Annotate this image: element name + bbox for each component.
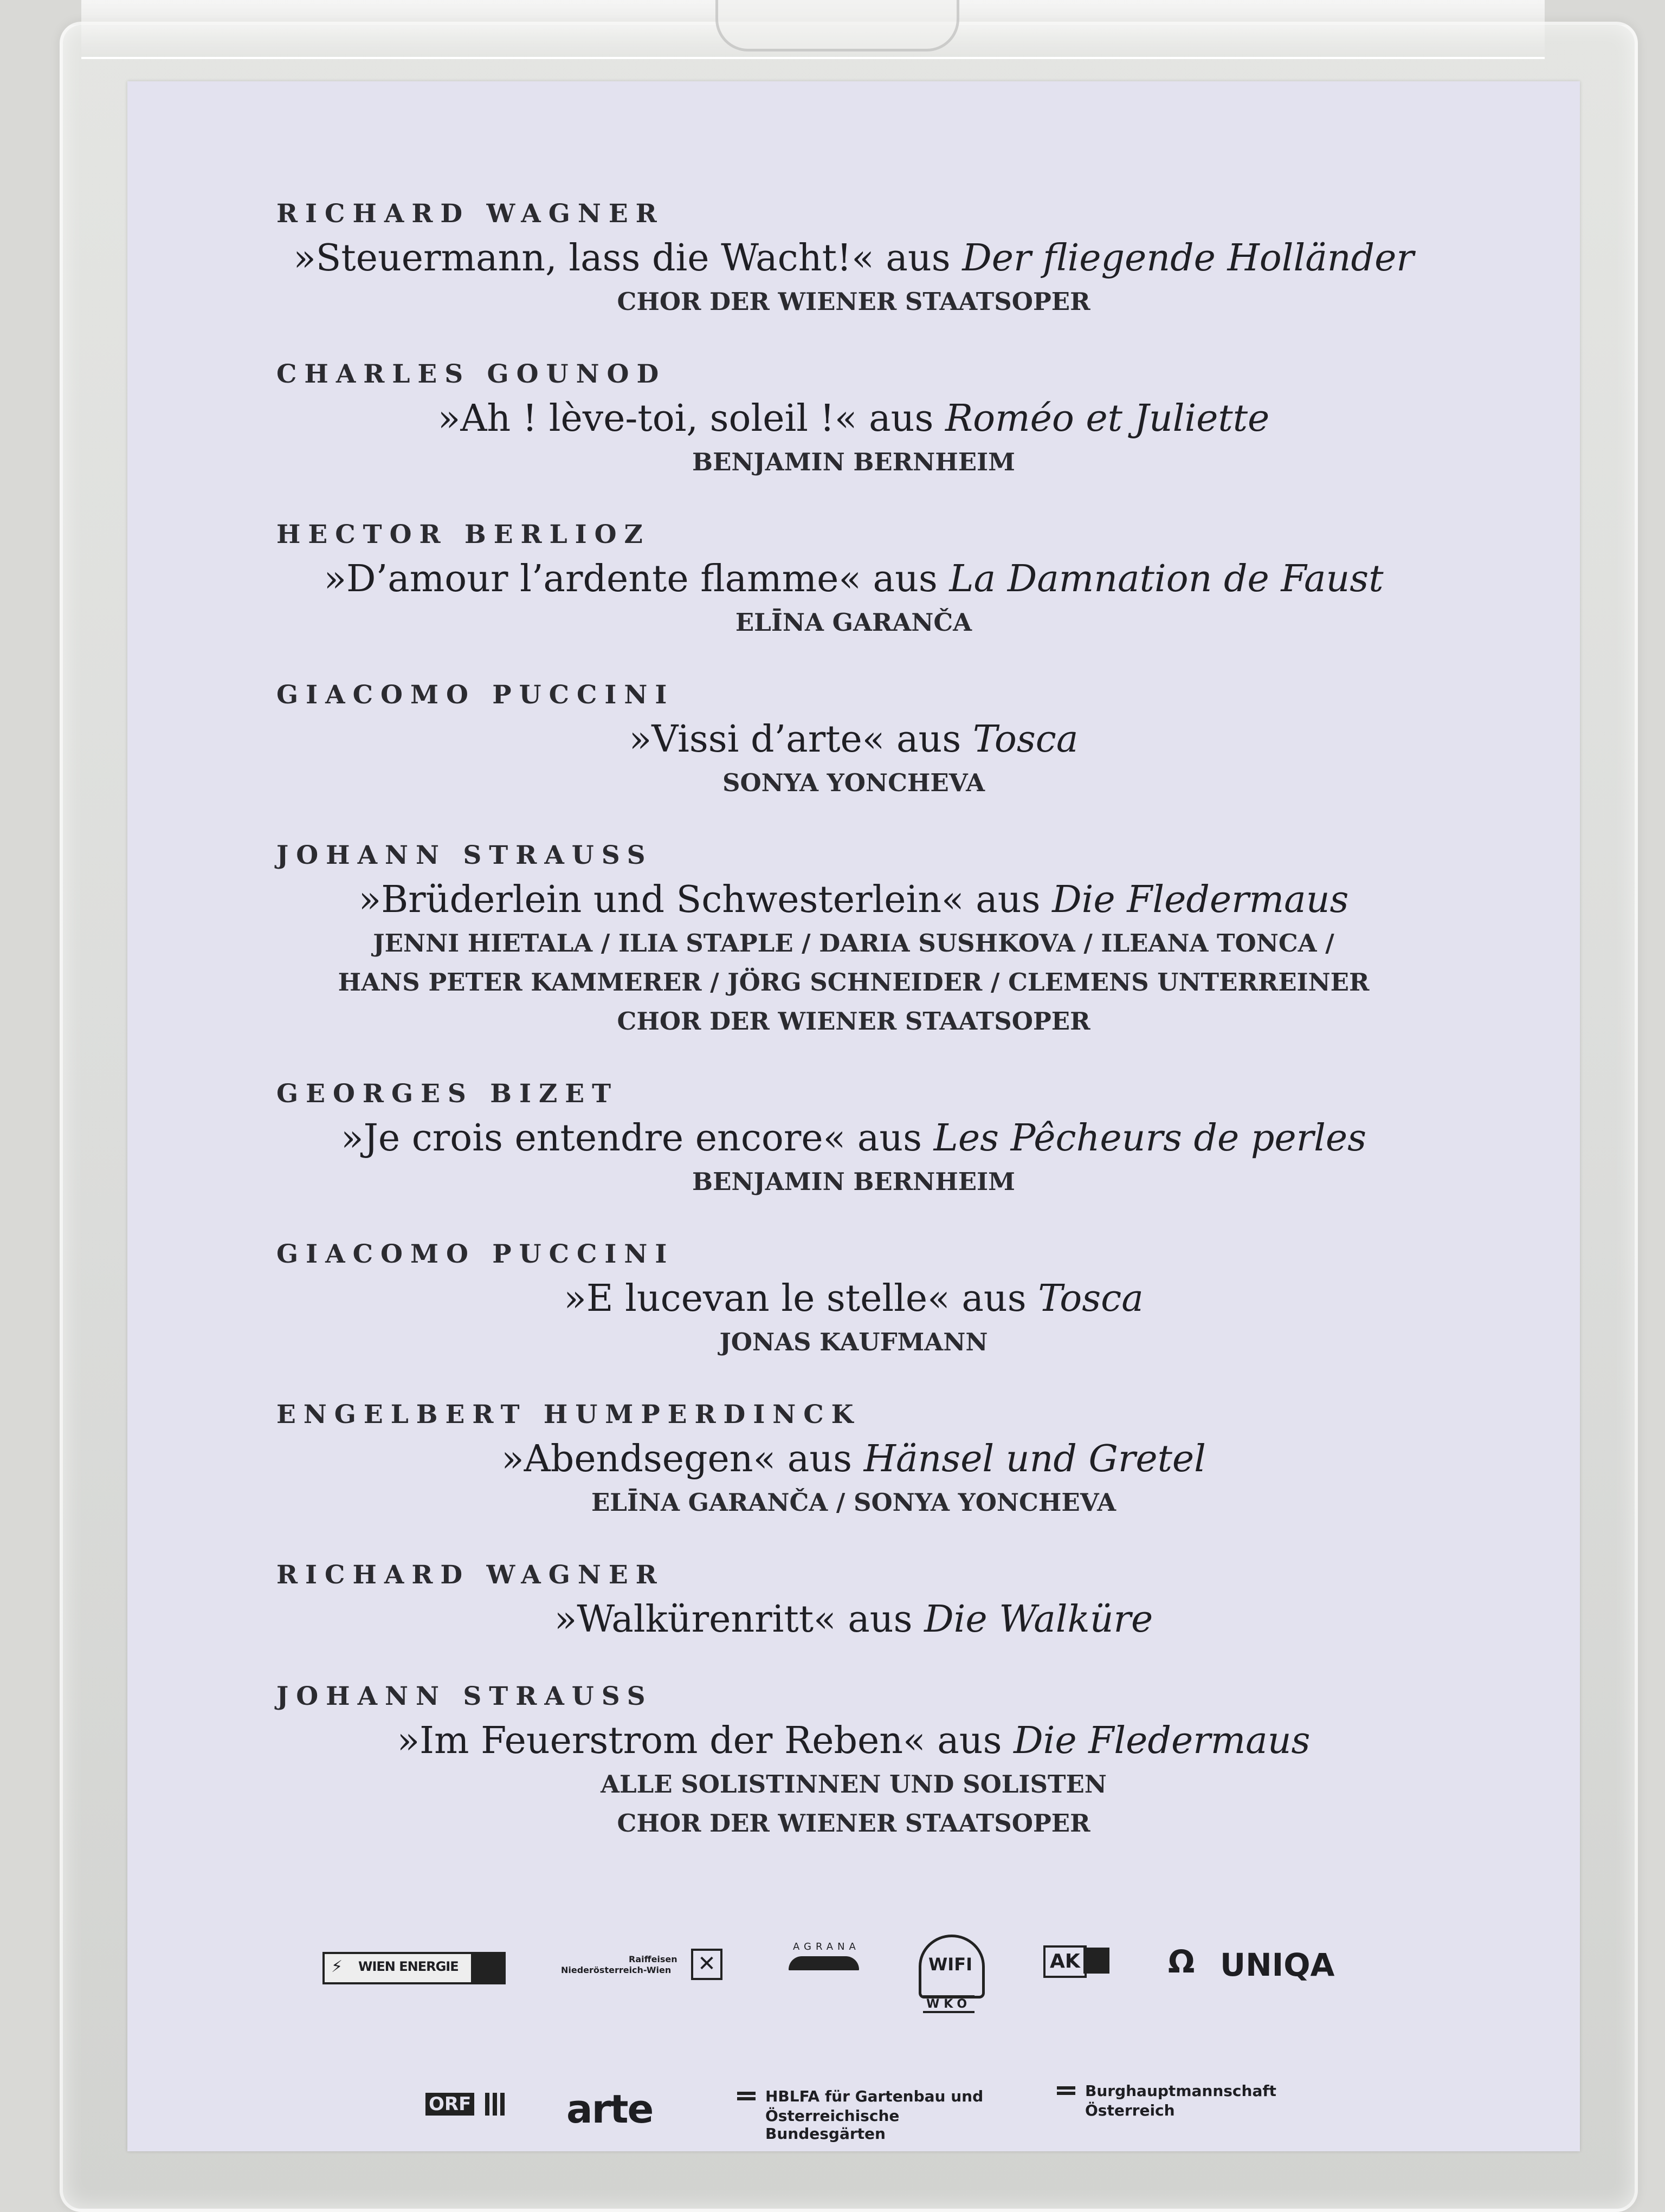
uniqa-logo: Ω UNIQA: [1168, 1943, 1335, 1983]
program-sheet: [127, 81, 1580, 2151]
performer-line: CHOR DER WIENER STAATSOPER: [617, 1007, 1090, 1036]
opera-title: Hänsel und Gretel: [863, 1438, 1206, 1480]
opera-title: Die Walküre: [924, 1598, 1153, 1641]
opera-title: Die Fledermaus: [1014, 1719, 1311, 1762]
aria-title: »Ah ! lève-toi, soleil !« aus: [437, 397, 945, 440]
performer-line: CHOR DER WIENER STAATSOPER: [617, 287, 1090, 316]
sleeve-hanger-notch: [715, 0, 959, 51]
performer-line: SONYA YONCHEVA: [722, 768, 985, 797]
aria-title: »Im Feuerstrom der Reben« aus: [397, 1719, 1014, 1762]
program-item: [127, 358, 1580, 482]
program-item: [127, 1238, 1580, 1362]
orf-logo: ORF: [425, 2093, 512, 2125]
piece-title: [127, 1596, 1580, 1644]
composer-name: JOHANN STRAUSS: [276, 1681, 653, 1711]
arte-logo: arte: [566, 2086, 653, 2132]
program-item: [127, 839, 1580, 1041]
piece-title: [127, 235, 1580, 282]
program-item: [127, 1399, 1580, 1522]
program-item: [127, 198, 1580, 321]
opera-title: Tosca: [972, 718, 1079, 761]
performer-line: JENNI HIETALA / ILIA STAPLE / DARIA SUSHKOVA / ILEANA TONCA /: [373, 929, 1334, 958]
hblfa-logo: HBLFA für Gartenbau und Österreichische Bundesgärten: [737, 2086, 1019, 2130]
program-list: [127, 198, 1580, 1843]
aria-title: »Steuermann, lass die Wacht!« aus: [293, 237, 963, 280]
sponsor-logos-row-2: [127, 2065, 1580, 2143]
composer-name: RICHARD WAGNER: [276, 1560, 664, 1590]
composer-name: ENGELBERT HUMPERDINCK: [276, 1400, 861, 1430]
program-item: [127, 1078, 1580, 1201]
composer-name: CHARLES GOUNOD: [276, 359, 667, 389]
aria-title: »Brüderlein und Schwesterlein« aus: [358, 878, 1053, 921]
opera-title: La Damnation de Faust: [949, 558, 1384, 600]
composer-name: HECTOR BERLIOZ: [276, 520, 650, 549]
piece-title: [127, 1717, 1580, 1765]
opera-title: Der fliegende Holländer: [962, 237, 1414, 280]
burghauptmannschaft-logo: Burghauptmannschaft Österreich: [1057, 2081, 1285, 2124]
wien-energie-logo: ⚡ WIEN ENERGIE: [322, 1952, 506, 1984]
aria-title: »Je crois entendre encore« aus: [340, 1117, 934, 1160]
piece-title: [127, 395, 1580, 443]
performer-line: JONAS KAUFMANN: [719, 1328, 988, 1356]
piece-title: [127, 876, 1580, 924]
performer-line: CHOR DER WIENER STAATSOPER: [617, 1809, 1090, 1838]
wifi-wko-logo: WIFI WKO: [919, 1935, 984, 2016]
opera-title: Les Pêcheurs de perles: [933, 1117, 1367, 1160]
raiffeisen-logo: Raiffeisen Niederösterreich-Wien ✕: [561, 1946, 734, 1984]
program-item: [127, 519, 1580, 642]
program-item: [127, 1680, 1580, 1843]
sponsor-logos-row-1: [127, 1924, 1580, 2011]
piece-title: [127, 1435, 1580, 1483]
agrana-logo: AGRANA: [783, 1940, 864, 1978]
piece-title: [127, 1115, 1580, 1162]
performer-line: BENJAMIN BERNHEIM: [692, 448, 1015, 476]
aria-title: »E lucevan le stelle« aus: [564, 1277, 1038, 1320]
piece-title: [127, 555, 1580, 603]
composer-name: GEORGES BIZET: [276, 1079, 619, 1109]
aria-title: »Abendsegen« aus: [501, 1438, 864, 1480]
ak-logo: AK: [1043, 1945, 1108, 1978]
piece-title: [127, 1275, 1580, 1323]
composer-name: GIACOMO PUCCINI: [276, 1239, 675, 1269]
aria-title: »D’amour l’ardente flamme« aus: [324, 558, 950, 600]
piece-title: [127, 716, 1580, 764]
opera-title: Die Fledermaus: [1052, 878, 1349, 921]
program-item: [127, 1559, 1580, 1644]
performer-line: HANS PETER KAMMERER / JÖRG SCHNEIDER / CLEMENS UNTERREINER: [338, 968, 1370, 997]
program-item: [127, 679, 1580, 803]
performer-line: ALLE SOLISTINNEN UND SOLISTEN: [601, 1770, 1107, 1799]
aria-title: »Walkürenritt« aus: [554, 1598, 925, 1641]
composer-name: RICHARD WAGNER: [276, 199, 664, 229]
performer-line: ELĪNA GARANČA / SONYA YONCHEVA: [591, 1488, 1117, 1517]
opera-title: Tosca: [1038, 1277, 1144, 1320]
composer-name: GIACOMO PUCCINI: [276, 680, 675, 710]
performer-line: ELĪNA GARANČA: [735, 608, 972, 637]
performer-line: BENJAMIN BERNHEIM: [692, 1167, 1015, 1196]
aria-title: »Vissi d’arte« aus: [629, 718, 973, 761]
opera-title: Roméo et Juliette: [945, 397, 1270, 440]
composer-name: JOHANN STRAUSS: [276, 840, 653, 870]
